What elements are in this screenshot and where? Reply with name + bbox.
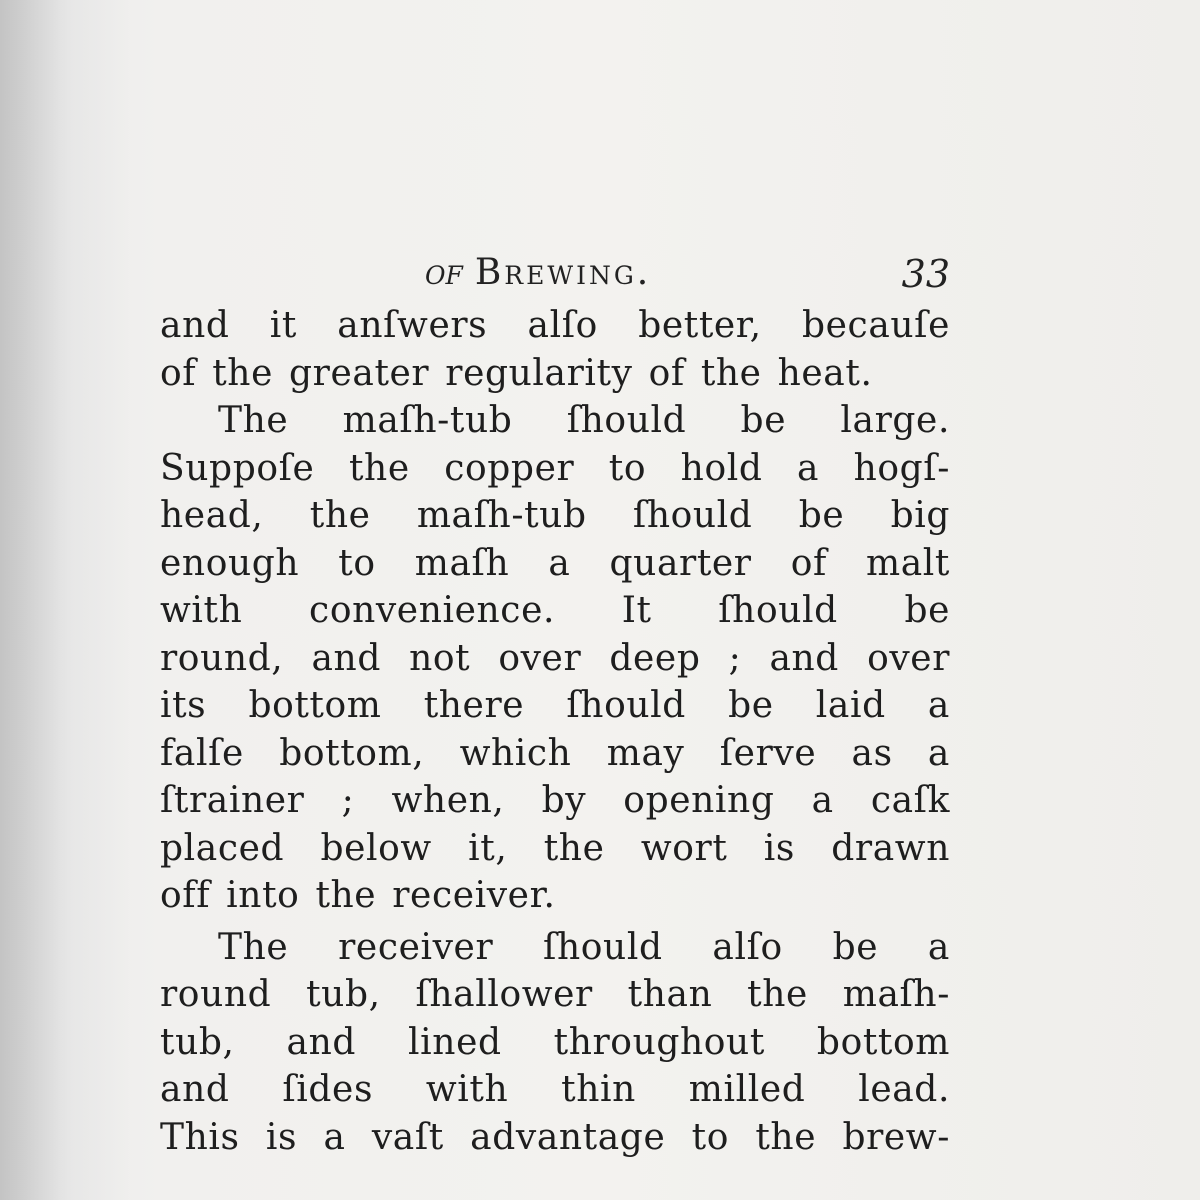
text-line: and it anſwers alſo better, becauſe [160, 305, 950, 346]
body-text [160, 302, 950, 1161]
text-line: off into the receiver. [160, 875, 556, 916]
paragraph [160, 924, 950, 1162]
text-line: falſe bottom, which may ſerve as a [160, 732, 950, 774]
book-page [160, 250, 950, 1200]
text-line: enough to maſh a quarter of malt [160, 542, 950, 584]
page-header [160, 250, 950, 302]
text-line: ſtrainer ; when, by opening a caſk [160, 780, 950, 821]
running-title-prefix: of [425, 252, 463, 293]
text-line: The receiver ſhould alſo be a [218, 926, 950, 968]
text-line: and ſides with thin milled lead. [160, 1069, 950, 1110]
text-line: head, the maſh-tub ſhould be big [160, 495, 950, 536]
paragraph [160, 302, 950, 397]
text-line: placed below it, the wort is drawn [160, 827, 950, 869]
text-line: of the greater regularity of the heat. [160, 352, 873, 394]
text-line: round tub, ſhallower than the maſh- [160, 974, 950, 1015]
running-title [425, 252, 651, 293]
text-line: its bottom there ſhould be laid a [160, 685, 950, 726]
text-line: The maſh-tub ſhould be large. [218, 400, 950, 441]
text-line: tub, and lined throughout bottom [160, 1021, 950, 1063]
running-title-text: Brewing. [474, 252, 652, 293]
text-line: with convenience. It ſhould be [160, 590, 950, 631]
page-number: 33 [901, 252, 950, 296]
text-line: round, and not over deep ; and over [160, 637, 950, 679]
book-gutter-shadow [0, 0, 130, 1200]
text-line: This is a vaſt advantage to the brew- [160, 1116, 950, 1158]
paragraph [160, 397, 950, 920]
text-line: Suppoſe the copper to hold a hogſ- [160, 447, 950, 489]
